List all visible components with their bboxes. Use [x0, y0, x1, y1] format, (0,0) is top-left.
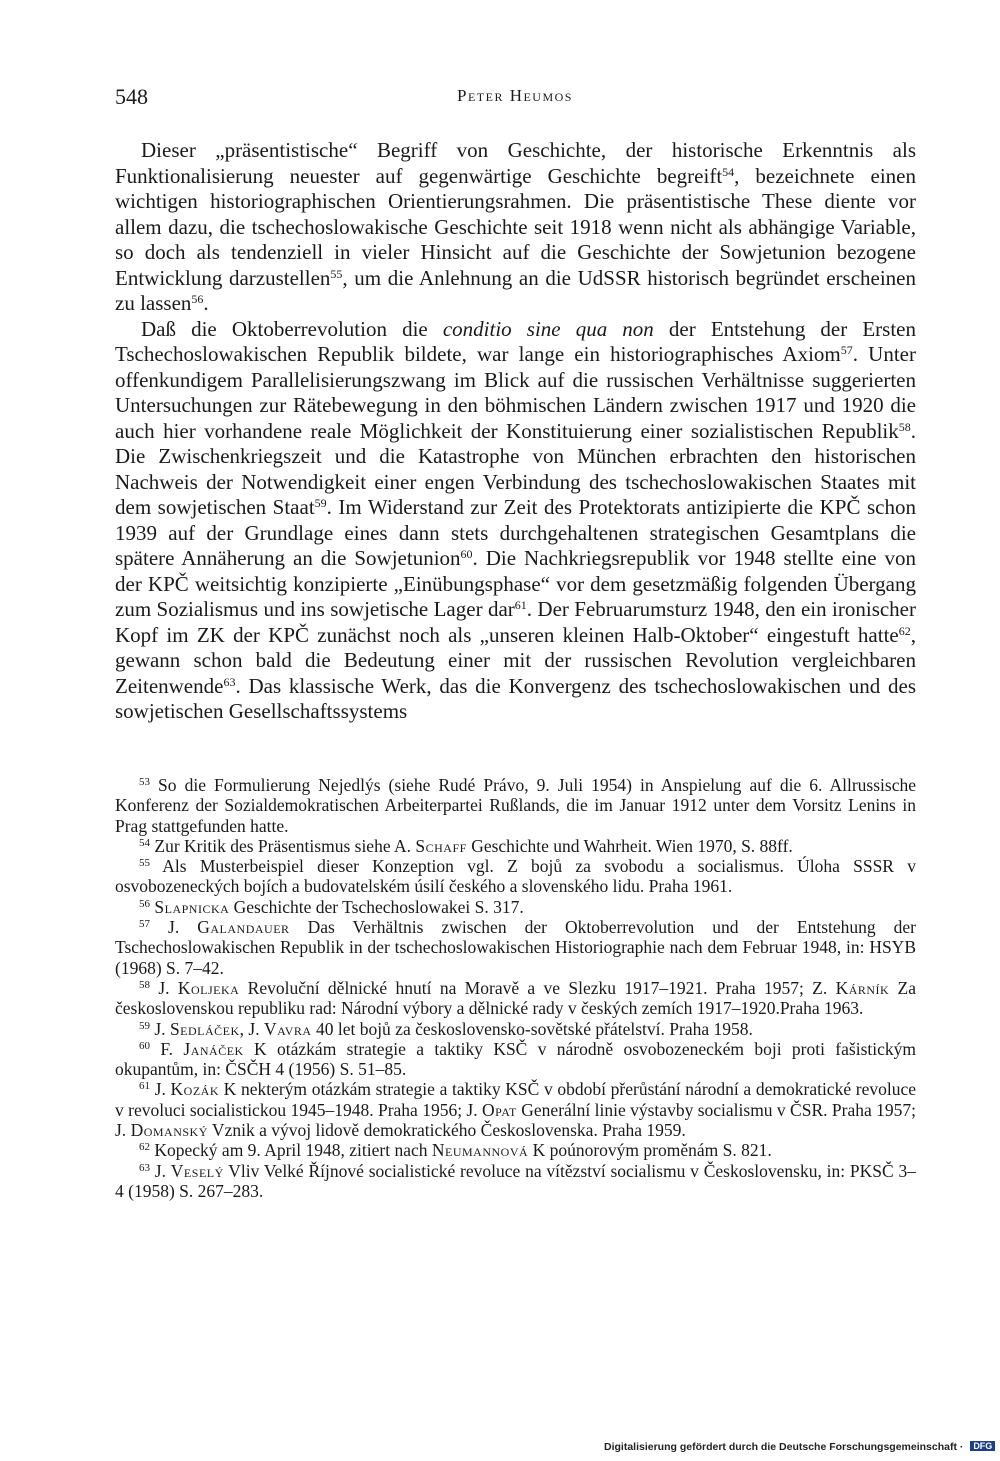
text-run: J.	[150, 1160, 171, 1181]
footnote-ref: 54	[139, 836, 150, 849]
footnote	[115, 1161, 916, 1202]
footnote	[115, 1019, 916, 1039]
text-run: 40 let bojů za československo-sovětské přátelství. Praha 1958.	[311, 1018, 753, 1039]
text-run: . Die Nachkriegsrepublik vor 1948 stellte eine von der KPČ weitsichtig konzipierte „Einübungsphase“ vor dem gesetzmäßig folgenden Übergang zum Sozialismus und ins sowjetische Lager dar	[115, 546, 916, 621]
text-run: K otázkám strategie a taktiky KSČ v národně osvobozeneckém boji proti fašistickým okupantům, in: ČSČH 4 (1956) S. 51–85.	[115, 1038, 916, 1080]
text-run: , bezeichnete einen wichtigen historiographischen Orientierungsrahmen. Die präsentistische These diente vor allem dazu, die tschechoslowakische Geschichte seit 1918 wenn nicht als abhängige Variable, so doch als tendenziell in vieler Hinsicht auf die Geschichte der Sowjetunion bezogene Entwicklung darzustellen	[115, 163, 916, 290]
text-run: Vliv Velké Říjnové socialistické revoluce na vítězství socialismu v Československu, in: PKSČ 3–4 (1958) S. 267–283.	[115, 1160, 916, 1201]
footnote-ref: 58	[898, 419, 911, 434]
footnote-ref: 57	[840, 343, 853, 357]
text-run: . Die Zwischenkriegszeit und die Katastrophe von München erbrachten den historischen Nachweis der Notwendigkeit einer engen Verbindung des tschechoslowakischen Staates mit dem sowjetischen Staat	[115, 418, 916, 519]
footnote	[115, 1079, 916, 1140]
paragraph	[115, 138, 916, 317]
author-name: Galandauer	[197, 917, 290, 938]
author-name: Schaff	[415, 835, 467, 856]
text-run: So die Formulierung Nejedlýs (siehe Rudé Právo, 9. Juli 1954) in Anspielung auf die 6. Allrussische Konferenz der Sozialdemokratischen Arbeiterpartei Rußlands, die im Januar 1912 unter dem Vorsitz Lenins in Prag stattgefunden hatte.	[115, 775, 916, 836]
author-name: Janáček	[183, 1038, 244, 1059]
text-run: Geschichte und Wahrheit. Wien 1970, S. 88ff.	[466, 835, 793, 856]
footnote-ref: 58	[139, 978, 150, 991]
footnote	[115, 1140, 916, 1160]
footnote-ref: 53	[139, 776, 150, 788]
footnote	[115, 897, 916, 917]
footnote	[115, 917, 916, 978]
footnote-ref: 59	[314, 496, 327, 510]
page-header	[115, 84, 915, 114]
credit-text: Digitalisierung gefördert durch die Deutsche Forschungsgemeinschaft ·	[604, 1441, 964, 1453]
text-run: , gewann schon bald die Bedeutung einer mit der russischen Revolution vergleichbaren Zeitenwende	[115, 622, 916, 698]
author-name: Opat	[482, 1099, 517, 1120]
author-name: Domanský	[130, 1120, 208, 1141]
text-run: K nekterým otázkám strategie a taktiky KSČ v období přerůstání národní a demokratické revoluce v revoluci socialistickou 1945–1948. Praha 1956; J.	[115, 1079, 916, 1120]
author-name: Sedláček	[169, 1018, 240, 1039]
text-run: Generální linie výstavby socialismu v ČSR. Praha 1957; J.	[115, 1099, 916, 1141]
footnote	[115, 856, 916, 897]
footnote-ref: 55	[330, 266, 343, 281]
text-run: K poúnorovým proměnám S. 821.	[528, 1140, 772, 1161]
text-run: Revoluční dělnické hnutí na Moravě a ve Slezku 1917–1921. Praha 1957; Z.	[239, 977, 836, 998]
footnote-ref: 54	[722, 164, 735, 179]
text-run: der Entstehung der Ersten Tschechoslowakischen Republik bildete, war lange ein historiographisches Axiom	[115, 316, 916, 366]
text-run: Das Verhältnis zwischen der Oktoberrevolution und der Entstehung der Tschechoslowakischen Republik in der tschechoslowakischen Historiographie nach dem Februar 1948, in: HSYB (1968) S. 7–42.	[115, 917, 916, 978]
footnote-ref: 57	[139, 918, 150, 931]
footnote-ref: 61	[139, 1080, 150, 1093]
footnote-ref: 60	[460, 547, 473, 561]
footnotes	[115, 775, 916, 1201]
footnote-ref: 56	[191, 292, 204, 306]
text-run: . Unter offenkundigem Parallelisierungszwang im Blick auf die russischen Verhältnisse suggerierten Untersuchungen zur Rätebewegung in den böhmischen Ländern zwischen 1917 und 1920 die auch hier vorhandene reale Möglichkeit der Konstituierung einer sozialistischen Republik	[115, 342, 916, 443]
footnote-ref: 62	[139, 1141, 150, 1154]
author-name: Vavra	[263, 1018, 312, 1039]
text-run: J.	[150, 977, 178, 998]
dfg-logo: DFG	[970, 1441, 995, 1451]
text-run: J.	[150, 1079, 171, 1100]
footnote	[115, 836, 916, 856]
author-name: Kárník	[835, 977, 890, 998]
text-run: Kopecký am 9. April 1948, zitiert nach	[150, 1140, 432, 1161]
author-name: Slapnicka	[154, 896, 230, 917]
italic-text: conditio sine qua non	[442, 316, 654, 341]
footnote-ref: 62	[898, 623, 911, 638]
author-name: Veselý	[170, 1160, 224, 1181]
footnote-ref: 59	[139, 1019, 150, 1032]
footnote-ref: 56	[139, 897, 150, 910]
footnote-ref: 63	[223, 674, 236, 689]
text-run: . Der Februarumsturz 1948, den ein ironischer Kopf im ZK der KPČ zunächst noch als „unseren kleinen Halb-Oktober“ eingestuft hatte	[115, 597, 916, 647]
footnote	[115, 978, 916, 1019]
footnote-ref: 55	[139, 857, 150, 870]
text-run: Dieser „präsentistische“ Begriff von Geschichte, der historische Erkenntnis als Funktionalisierung neuester auf gegenwärtige Geschichte begreift	[115, 138, 916, 188]
text-run: . Das klassische Werk, das die Konvergenz des tschechoslowakischen und des sowjetischen Gesellschaftssystems	[115, 673, 916, 723]
footnote	[115, 775, 916, 836]
paragraph	[115, 317, 916, 725]
text-run: .	[203, 291, 209, 315]
author-name: Neumannová	[431, 1140, 529, 1161]
text-run: Geschichte der Tschechoslowakei S. 317.	[229, 896, 524, 917]
page-number: 548	[115, 84, 148, 109]
author-name: Koljeka	[177, 977, 240, 998]
text-run: , um die Anlehnung an die UdSSR historisch begründet erscheinen zu lassen	[115, 265, 916, 315]
footnote-ref: 60	[139, 1039, 150, 1052]
author-name: Kozák	[170, 1079, 219, 1100]
footnote-ref: 61	[514, 598, 527, 612]
text-run: , J.	[239, 1018, 264, 1039]
footnote-ref: 63	[139, 1161, 150, 1174]
running-head: Peter Heumos	[457, 86, 573, 105]
text-run: Daß die Oktoberrevolution die	[141, 316, 443, 341]
text-run: Zur Kritik des Präsentismus siehe A.	[150, 835, 416, 856]
text-run: J.	[150, 917, 198, 938]
digitization-credit	[604, 1441, 995, 1453]
footnote	[115, 1039, 916, 1080]
text-run: F.	[150, 1038, 184, 1059]
text-run: . Im Widerstand zur Zeit des Protektorats antizipierte die KPČ schon 1939 auf der Grundlage eines dann stets durchgehaltenen strategischen Gesamtplans die spätere Annäherung an die Sowjetunion	[115, 495, 916, 570]
text-run: Za československou republiku rad: Národní výbory a dělnické rady v českých zemích 1917–1920.Praha 1963.	[115, 977, 917, 1019]
text-run: Als Musterbeispiel dieser Konzeption vgl. Z bojů za svobodu a socialismus. Úloha SSSR v osvobozeneckých bojích a budovatelském úsilí českého a slovenského lidu. Praha 1961.	[115, 856, 916, 897]
text-run: Vznik a vývoj lidově demokratického Československa. Praha 1959.	[207, 1120, 686, 1141]
text-run: J.	[150, 1018, 170, 1039]
body-text	[115, 138, 916, 725]
